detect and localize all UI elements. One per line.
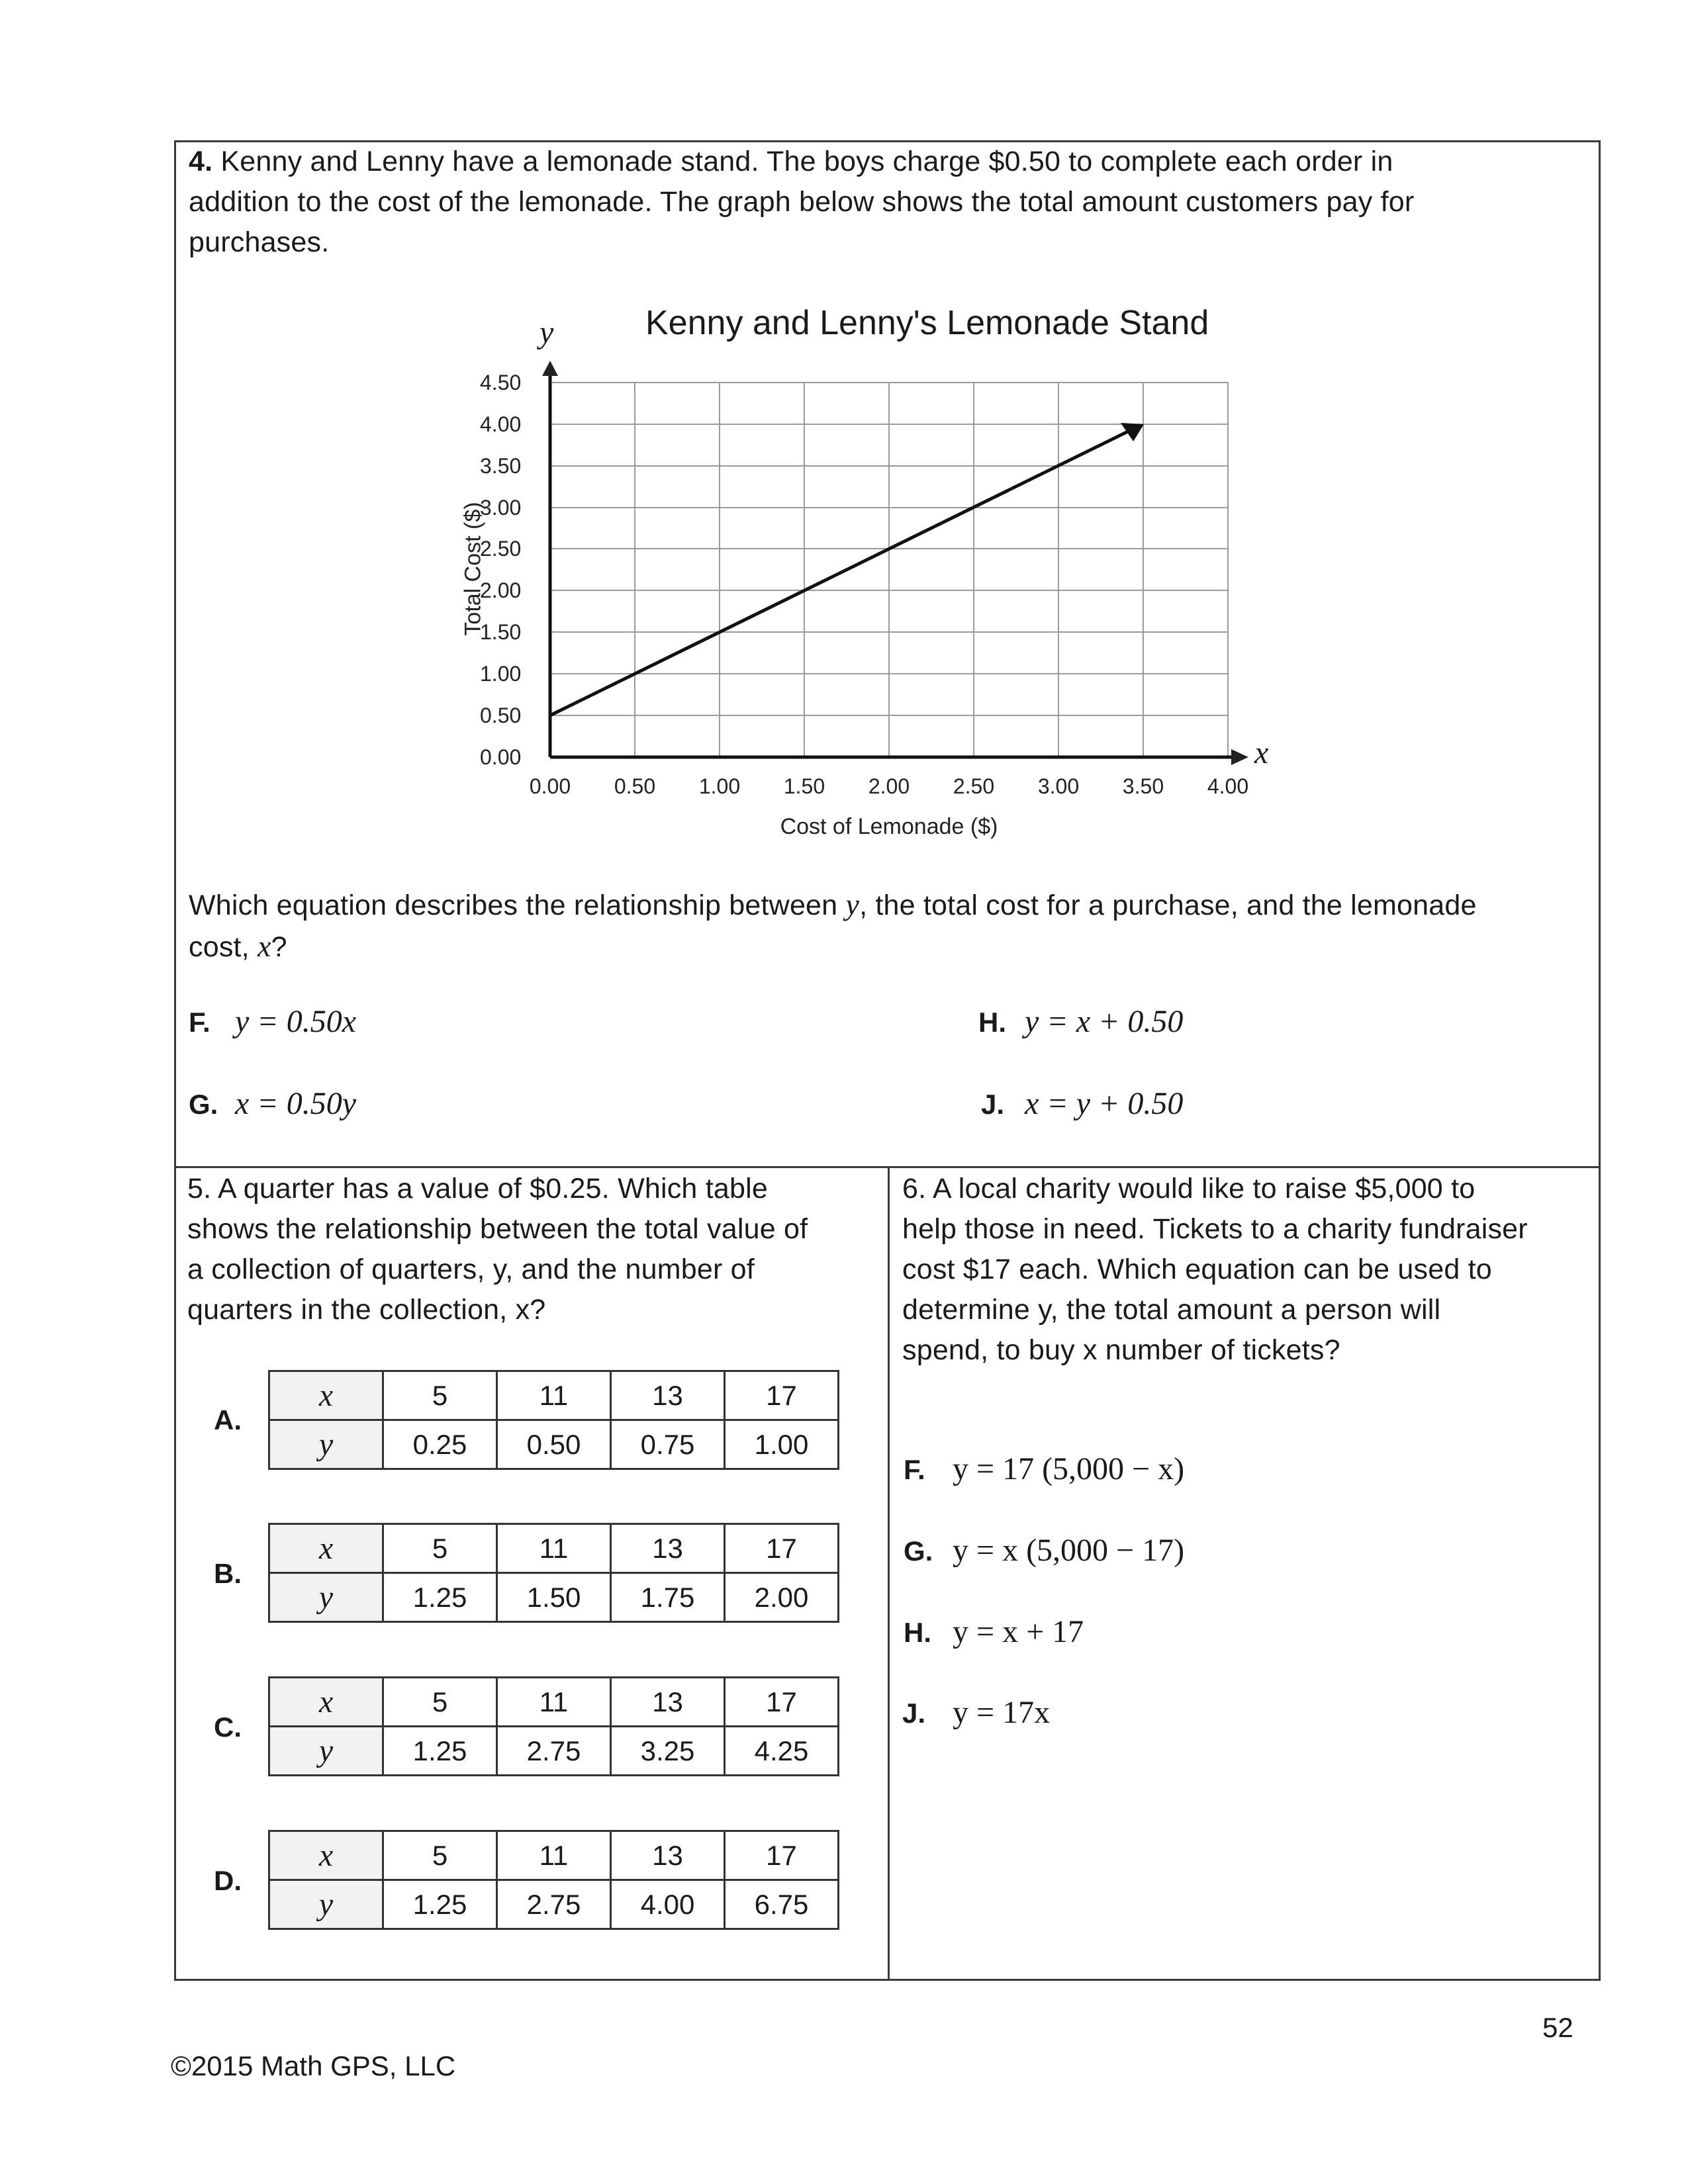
q5-option-a-label[interactable]: A. [214, 1404, 242, 1435]
table-header-y: y [269, 1420, 383, 1469]
option-equation: y = x + 17 [953, 1614, 1084, 1649]
section-divider-vertical [888, 1166, 890, 1981]
y-tick: 2.50 [480, 537, 522, 561]
q6-line: cost $17 each. Which equation can be used to [902, 1253, 1492, 1285]
q5-table-d[interactable] [268, 1830, 839, 1930]
y-tick: 3.00 [480, 496, 522, 520]
table-header-y: y [269, 1880, 383, 1929]
option-label: G. [189, 1089, 218, 1120]
q5-line: a collection of quarters, y, and the number of [187, 1253, 755, 1285]
q4-option-f[interactable] [189, 1003, 356, 1040]
q6-option-j[interactable] [902, 1694, 1050, 1731]
option-label: F. [189, 1007, 211, 1038]
x-tick: 4.00 [1207, 774, 1249, 798]
q4-question-text: cost, [189, 931, 258, 963]
q5-number: 5. [187, 1173, 212, 1205]
table-row-x [269, 1524, 839, 1573]
chart [0, 0, 1688, 860]
table-row-y [269, 1727, 839, 1776]
y-tick: 0.00 [480, 745, 522, 769]
x-tick: 0.00 [529, 774, 571, 798]
table-cell: 0.50 [497, 1420, 611, 1469]
q5-line: quarters in the collection, x? [187, 1294, 546, 1326]
table-cell: 1.00 [725, 1420, 839, 1469]
y-tick: 1.50 [480, 620, 522, 644]
option-label: J. [981, 1089, 1005, 1120]
option-equation: y = x (5,000 − 17) [953, 1533, 1185, 1568]
y-tick: 3.50 [480, 454, 522, 478]
table-cell: 0.25 [383, 1420, 497, 1469]
table-row-y [269, 1573, 839, 1622]
option-equation: y = 17x [953, 1695, 1051, 1730]
y-tick: 1.00 [480, 662, 522, 686]
table-cell: 5 [383, 1831, 497, 1880]
table-cell: 17 [725, 1524, 839, 1573]
option-equation: y = 17 (5,000 − x) [953, 1451, 1185, 1486]
table-cell: 13 [611, 1831, 725, 1880]
page-number: 52 [1542, 2012, 1573, 2043]
table-cell: 5 [383, 1524, 497, 1573]
option-equation: y = 0.50x [235, 1004, 356, 1039]
table-cell: 3.25 [611, 1727, 725, 1776]
x-tick: 2.00 [868, 774, 910, 798]
q4-option-j[interactable] [981, 1085, 1183, 1122]
table-cell: 1.75 [611, 1573, 725, 1622]
q4-line-1: Kenny and Lenny have a lemonade stand. The boys charge $0.50 to complete each order in [220, 146, 1393, 177]
q6-prompt [902, 1169, 1597, 1371]
table-row-y [269, 1420, 839, 1469]
table-row-x [269, 1831, 839, 1880]
table-cell: 0.75 [611, 1420, 725, 1469]
x-tick: 1.50 [783, 774, 825, 798]
q6-option-g[interactable] [904, 1532, 1184, 1569]
y-tick: 2.00 [480, 578, 522, 602]
q6-option-f[interactable] [904, 1451, 1184, 1487]
table-header-y: y [269, 1573, 383, 1622]
table-row-x [269, 1678, 839, 1727]
q5-line: A quarter has a value of $0.25. Which table [218, 1173, 768, 1205]
table-cell: 11 [497, 1524, 611, 1573]
table-cell: 13 [611, 1678, 725, 1727]
table-cell: 17 [725, 1831, 839, 1880]
option-label: F. [904, 1454, 925, 1485]
table-cell: 1.25 [383, 1727, 497, 1776]
chart-grid [550, 383, 1228, 757]
table-cell: 4.25 [725, 1727, 839, 1776]
y-axis-variable: y [539, 315, 554, 350]
var-x: x [257, 929, 271, 963]
table-cell: 2.75 [497, 1880, 611, 1929]
q5-table-b[interactable] [268, 1523, 839, 1623]
table-cell: 17 [725, 1371, 839, 1420]
table-header-x: x [269, 1678, 383, 1727]
table-cell: 1.25 [383, 1880, 497, 1929]
q6-line: A local charity would like to raise $5,000 to [933, 1173, 1476, 1205]
option-equation: y = x + 0.50 [1025, 1004, 1184, 1039]
q4-question-text: Which equation describes the relationship between [189, 889, 846, 921]
table-cell: 13 [611, 1524, 725, 1573]
y-tick: 4.00 [480, 412, 522, 436]
table-row-y [269, 1880, 839, 1929]
x-tick: 1.00 [698, 774, 741, 798]
q5-option-d-label[interactable]: D. [214, 1865, 242, 1896]
table-cell: 5 [383, 1371, 497, 1420]
table-cell: 6.75 [725, 1880, 839, 1929]
q6-option-h[interactable] [904, 1614, 1084, 1650]
var-y: y [845, 887, 860, 921]
table-cell: 2.00 [725, 1573, 839, 1622]
table-cell: 1.50 [497, 1573, 611, 1622]
option-label: H. [978, 1007, 1006, 1038]
q6-line: determine y, the total amount a person will [902, 1294, 1441, 1326]
table-row-x [269, 1371, 839, 1420]
q5-prompt [187, 1169, 882, 1330]
q4-question [189, 884, 1592, 968]
y-tick: 4.50 [480, 371, 522, 394]
y-tick: 0.50 [480, 704, 522, 727]
option-equation: x = y + 0.50 [1025, 1086, 1184, 1121]
table-header-x: x [269, 1371, 383, 1420]
table-cell: 11 [497, 1678, 611, 1727]
q5-table-c[interactable] [268, 1676, 839, 1776]
x-tick: 0.50 [614, 774, 656, 798]
table-cell: 5 [383, 1678, 497, 1727]
chart-title: Kenny and Lenny's Lemonade Stand [645, 304, 1209, 342]
table-header-x: x [269, 1524, 383, 1573]
option-label: G. [904, 1535, 933, 1567]
q4-line-3: purchases. [189, 226, 330, 258]
q6-number: 6. [902, 1173, 927, 1205]
q4-line-2: addition to the cost of the lemonade. The graph below shows the total amount customers pay for [189, 186, 1415, 218]
x-tick: 2.50 [953, 774, 995, 798]
q5-option-c-label[interactable]: C. [214, 1711, 242, 1743]
y-axis-title: Total Cost ($) [460, 502, 486, 636]
q4-question-text: , the total cost for a purchase, and the lemonade [859, 889, 1477, 921]
q6-line: spend, to buy x number of tickets? [902, 1334, 1340, 1366]
table-cell: 4.00 [611, 1880, 725, 1929]
option-label: H. [904, 1617, 931, 1648]
q6-line: help those in need. Tickets to a charity fundraiser [902, 1213, 1528, 1245]
table-header-x: x [269, 1831, 383, 1880]
q4-number: 4. [189, 146, 213, 177]
q4-question-text: ? [271, 931, 287, 963]
table-cell: 11 [497, 1371, 611, 1420]
table-cell: 17 [725, 1678, 839, 1727]
x-tick: 3.00 [1037, 774, 1080, 798]
x-axis-variable: x [1254, 735, 1269, 770]
table-cell: 11 [497, 1831, 611, 1880]
x-axis-title: Cost of Lemonade ($) [780, 814, 998, 839]
q5-table-a[interactable] [268, 1370, 839, 1470]
option-equation: x = 0.50y [235, 1086, 356, 1121]
copyright: ©2015 Math GPS, LLC [171, 2050, 456, 2081]
chart-plot [0, 0, 1688, 860]
table-header-y: y [269, 1727, 383, 1776]
q4-option-g[interactable] [189, 1085, 356, 1122]
q4-option-h[interactable] [978, 1003, 1183, 1040]
option-label: J. [902, 1698, 926, 1729]
q5-line: shows the relationship between the total value of [187, 1213, 808, 1245]
table-cell: 2.75 [497, 1727, 611, 1776]
q5-option-b-label[interactable]: B. [214, 1558, 242, 1589]
table-cell: 13 [611, 1371, 725, 1420]
table-cell: 1.25 [383, 1573, 497, 1622]
x-tick: 3.50 [1122, 774, 1164, 798]
